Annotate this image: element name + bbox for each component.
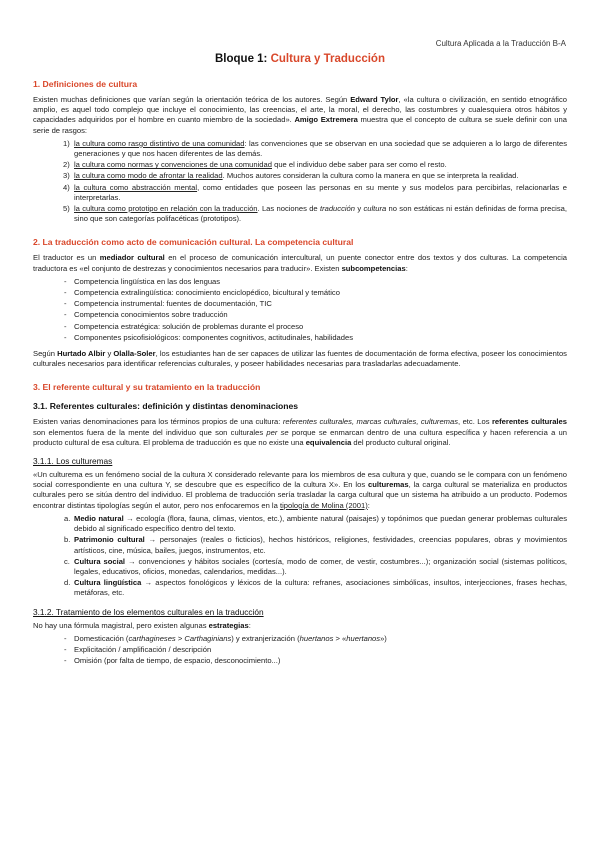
list-item: d. Cultura lingüística → aspectos fonológicos y léxicos de la cultura: refranes, asociaciones simbólicas, insultos, interjecciones, frases hechas, metáforas, etc.	[64, 578, 567, 598]
list-item: - Domesticación (carthagineses > Carthaginians) y extranjerización (huertanos > «huertanos»)	[64, 633, 387, 643]
section-3-heading: 3. El referente cultural y su tratamiento en la traducción	[33, 382, 261, 393]
section-3-1-2-intro: No hay una fórmula magistral, pero existen algunas estrategias:	[33, 620, 251, 630]
molina-typology-list	[33, 514, 567, 599]
title-prefix: Bloque 1:	[215, 53, 268, 65]
running-header: Cultura Aplicada a la Traducción B-A	[435, 39, 566, 48]
section-3-1-heading: 3.1. Referentes culturales: definición y distintas denominaciones	[33, 401, 299, 412]
list-item: - Competencia instrumental: fuentes de documentación, TIC	[64, 299, 272, 309]
list-item: - Omisión (por falta de tiempo, de espacio, desconocimiento...)	[64, 656, 281, 666]
list-item: b. Patrimonio cultural → personajes (reales o ficticios), hechos históricos, religiones, festividades, creencias populares, obras y movimientos artísticos, cine, música, bailes, juegos, instrumentos, etc.	[64, 535, 567, 555]
list-item: - Componentes psicofisiológicos: componentes cognitivos, actitudinales, habilidades	[64, 332, 354, 342]
page-title	[33, 52, 567, 66]
list-item: a. Medio natural → ecología (flora, fauna, climas, vientos, etc.), ambiente natural (paisajes) y topónimos que puedan generar problemas culturales debido al significado específico dentro del texto.	[64, 513, 567, 534]
section-2-heading: 2. La traducción como acto de comunicación cultural. La competencia cultural	[33, 237, 354, 248]
list-item: - Competencia extralingüística: conocimiento enciclopédico, bicultural y temático	[64, 288, 340, 298]
section-3-1-1-heading: 3.1.1. Los culturemas	[33, 456, 113, 467]
title-accent: Cultura y Traducción	[270, 53, 385, 65]
section-1-intro: Existen muchas definiciones que varían según la orientación teórica de los autores. Según Edward Tylor, «la cultura o civilización, en sentido etnográfico amplio, es aquel todo complejo que incluye el conocimiento, las creencias, el arte, la moral, el derecho, las costumbres y cualesquiera otros hábitos y capacidades adquiridos por el hombre en cuanto miembro de la sociedad». Amigo Extremera muestra que el concepto de cultura se suele definir con una serie de rasgos:	[33, 95, 568, 135]
strategies-list	[33, 634, 567, 667]
list-item: 5) la cultura como prototipo en relación con la traducción. Las nociones de traducción y cultura no son estáticas ni están definidas de forma precisa, sino que son categorías polifacéticas (prototipos).	[63, 204, 567, 224]
section-3-1-paragraph: Existen varias denominaciones para los términos propios de una cultura: referentes culturales, marcas culturales, culturemas, etc. Los referentes culturales son elementos fuera de la mente del individuo que son culturales per se porque se enmarcan dentro de una cultura específica y hacen referencia a un producto cultural de esa cultura. El problema de traducción es que no existe una equivalencia del producto cultural original.	[33, 417, 568, 447]
subcompetencies-list	[33, 277, 567, 343]
list-item: 4) la cultura como abstracción mental, como entidades que poseen las personas en su mente y sus modelos para percibirlas, relacionarlas e interpretarlas.	[63, 182, 567, 202]
list-item: 1) la cultura como rasgo distintivo de una comunidad: las convenciones que se observan en una sociedad que se adquieren a lo largo de diferentes generaciones y que nos hacen diferentes de las demás.	[63, 138, 567, 159]
section-3-1-1-paragraph: «Un culturema es un fenómeno social de la cultura X considerado relevante para los miembros de esa cultura y que, cuando se le compara con un fenómeno social correspondiente en una cultura Y, se descubre que es específico de la cultura X». En los culturemas, la carga cultural se materializa en productos culturales pero se sitúa dentro del individuo. El problema de traducción sería trasladar la carga cultural que un sistema ha atribuido a un producto. Podemos encontrar distintas tipologías según el autor, pero nos enfocaremos en la tipología de Molina (2001):	[33, 470, 567, 510]
list-item: - Explicitación / amplificación / descripción	[64, 644, 212, 654]
list-item: c. Cultura social → convenciones y hábitos sociales (cortesía, modo de comer, de vestir, costumbres...); organización social (sistemas políticos, legales, educativos, oficios, monedas, calendarios, medidas...).	[64, 556, 567, 576]
list-item: - Competencia lingüística en las dos lenguas	[64, 276, 221, 286]
list-item: 3) la cultura como modo de afrontar la realidad. Muchos autores consideran la cultura como la manera en que se interpreta la realidad.	[63, 171, 519, 181]
section-1-heading: 1. Definiciones de cultura	[33, 79, 138, 89]
list-item: 2) la cultura como normas y convenciones de una comunidad que el individuo debe saber para ser como el resto.	[63, 160, 447, 170]
list-item: - Competencia estratégica: solución de problemas durante el proceso	[64, 321, 304, 331]
list-item: - Competencia conocimientos sobre traducción	[64, 310, 228, 320]
section-2-paragraph: Según Hurtado Albir y Olalla-Soler, los estudiantes han de ser capaces de utilizar las fuentes de documentación de forma efectiva, poseer los conocimientos culturales necesarios para identificar referencias culturales, y poseer habilidades necesarias para trasladarlas adecuadamente.	[33, 349, 567, 369]
section-2-intro: El traductor es un mediador cultural en el proceso de comunicación intercultural, un puente conector entre dos textos y dos culturas. La competencia traductora es «el conjunto de destrezas y conocimientos necesarios para traducir». Existen subcompetencias:	[33, 253, 567, 273]
culture-traits-list	[33, 139, 567, 225]
section-3-1-2-heading: 3.1.2. Tratamiento de los elementos culturales en la traducción	[33, 606, 264, 617]
